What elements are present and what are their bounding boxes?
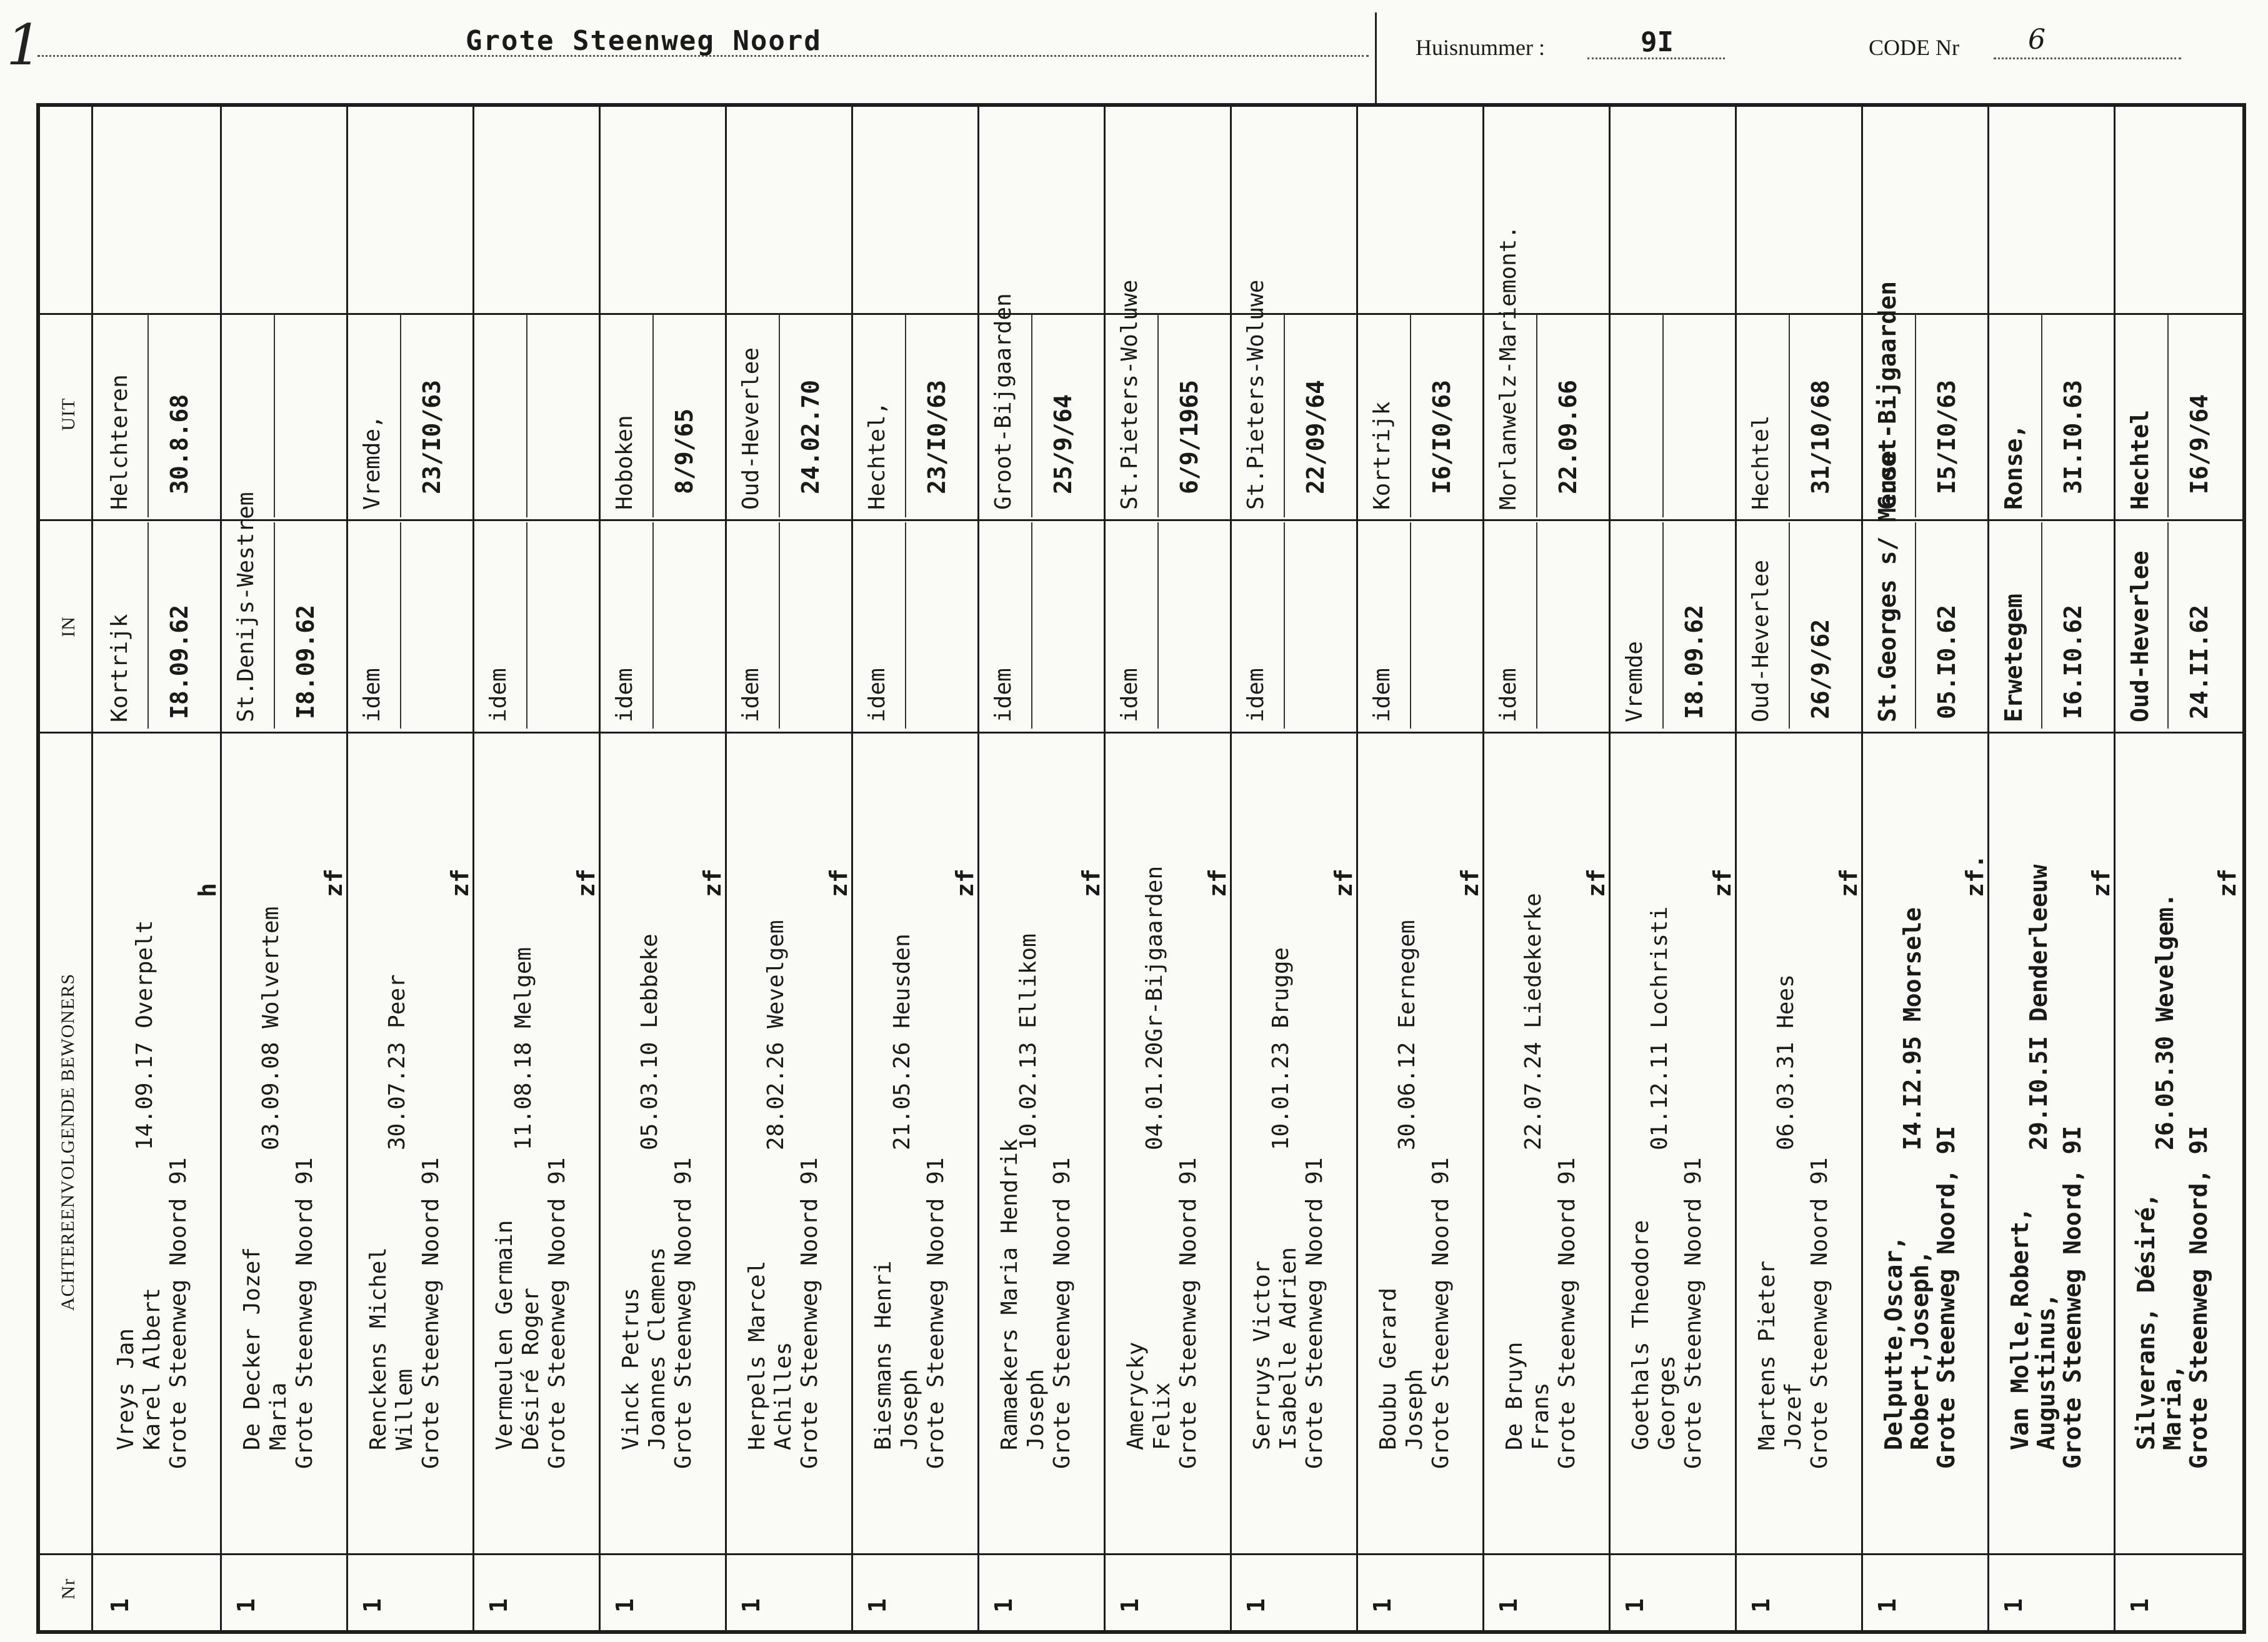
in-date: [1049, 569, 1077, 719]
in-place: Oud-Heverlee: [1748, 559, 1774, 722]
resident-name: De Bruyn: [1502, 1341, 1527, 1450]
resident-code: zf: [2087, 868, 2115, 897]
uit-date: [544, 344, 572, 494]
record-column: [1105, 107, 1231, 1630]
resident-name: Vinck Petrus: [618, 1287, 644, 1450]
resident-code: zf: [1835, 868, 1862, 897]
code-label: CODE Nr: [1869, 35, 1959, 60]
resident-given-names: Achilles: [771, 1341, 796, 1450]
resident-birth-date-place: 29.I0.5I Denderleeuw: [2025, 864, 2052, 1150]
resident-birth-date-place: 01.12.11 Lochristi: [1647, 906, 1672, 1150]
in-date-separator: [526, 522, 527, 729]
uit-date: [292, 344, 319, 494]
resident-given-names: Désiré Roger: [518, 1287, 544, 1450]
in-place: idem: [991, 668, 1016, 722]
uit-date: 30.8.68: [166, 394, 193, 494]
uit-place: Morlanwelz-Mariemont.: [1496, 225, 1521, 510]
in-date-separator: [274, 522, 275, 729]
resident-given-names: Felix: [1149, 1382, 1175, 1450]
in-date-separator: [1284, 522, 1285, 729]
uit-date-separator: [652, 314, 654, 517]
resident-given-names: Joseph: [897, 1368, 922, 1450]
col-header-uit: UIT: [58, 397, 79, 431]
col-header-in: IN: [58, 616, 79, 637]
resident-given-names: Frans: [1528, 1382, 1554, 1450]
record-column: [1484, 107, 1610, 1630]
uit-date-separator: [1789, 314, 1790, 517]
resident-given-names: Willem: [392, 1368, 417, 1450]
uit-date-separator: [905, 314, 906, 517]
col-header-nr: Nr: [58, 1578, 79, 1600]
record-column: [221, 107, 347, 1630]
in-place: Erwetegem: [2000, 594, 2027, 722]
resident-address: Grote Steenweg Noord 91: [923, 1157, 949, 1469]
resident-address: Grote Steenweg Noord, 9I: [2185, 1125, 2212, 1469]
resident-birth-date-place: 05.03.10 Lebbeke: [637, 933, 662, 1150]
uit-place: Helchteren: [107, 374, 132, 510]
record-column: [95, 107, 221, 1630]
resident-given-names: Georges: [1654, 1355, 1680, 1450]
uit-date: 8/9/65: [671, 408, 698, 494]
row-nr: 1: [2000, 1598, 2027, 1613]
resident-name: Biesmans Henri: [871, 1260, 896, 1450]
uit-date-separator: [1031, 314, 1032, 517]
in-date-separator: [400, 522, 401, 729]
resident-name: Boubu Gerard: [1376, 1287, 1401, 1450]
in-date-separator: [905, 522, 906, 729]
row-nr: 1: [359, 1598, 386, 1613]
in-date: I8.09.62: [166, 604, 193, 719]
resident-birth-date-place: 10.02.13 Ellikom: [1016, 933, 1041, 1150]
resident-birth-date-place: 03.09.08 Wolvertem: [258, 906, 284, 1150]
resident-given-names: Robert,Joseph,: [1906, 1250, 1934, 1450]
uit-date: 3I.I0.63: [2059, 379, 2087, 494]
in-date: [418, 569, 446, 719]
resident-name: Vermeulen Germain: [492, 1220, 517, 1450]
resident-address: Grote Steenweg Noord 91: [1681, 1157, 1706, 1469]
resident-name: Ramaekers Maria Hendrik: [997, 1138, 1022, 1450]
huisnummer-value: 9I: [1641, 26, 1674, 58]
resident-name: Van Molle,Robert,: [2006, 1207, 2034, 1450]
resident-name: Goethals Theodore: [1628, 1220, 1654, 1450]
resident-address: Grote Steenweg Noord 91: [1807, 1157, 1832, 1469]
record-column: [1231, 107, 1357, 1630]
resident-name: Delputte,Oscar,: [1880, 1235, 1907, 1450]
in-date-separator: [1915, 522, 1916, 729]
row-nr: 1: [611, 1598, 639, 1613]
record-column: [1736, 107, 1862, 1630]
resident-given-names: Karel Albert: [139, 1287, 165, 1450]
corner-mark: 1: [6, 12, 42, 78]
row-nr: 1: [2126, 1598, 2154, 1613]
uit-date: 22.09.66: [1554, 379, 1582, 494]
resident-code: zf: [1456, 868, 1484, 897]
resident-birth-date-place: 06.03.31 Hees: [1773, 974, 1799, 1150]
record-column: [347, 107, 474, 1630]
uit-place: Ronse,: [2000, 424, 2027, 510]
in-date-separator: [1410, 522, 1411, 729]
uit-date: 6/9/1965: [1176, 379, 1203, 494]
uit-date: 25/9/64: [1049, 394, 1077, 494]
resident-birth-date-place: 28.02.26 Wevelgem: [763, 920, 789, 1150]
resident-code: h: [194, 883, 221, 897]
in-date-separator: [1536, 522, 1537, 729]
uit-place: St.Pieters-Woluwe: [1117, 279, 1142, 510]
uit-place: Groot-Bijgaarden: [1874, 281, 1901, 510]
in-date: [1302, 569, 1329, 719]
uit-place: Hoboken: [612, 415, 637, 510]
resident-code: zf: [446, 868, 474, 897]
in-date: I6.I0.62: [2059, 604, 2087, 719]
uit-date-separator: [2041, 314, 2042, 517]
in-date: [1428, 569, 1456, 719]
resident-address: Grote Steenweg Noord 91: [418, 1157, 444, 1469]
uit-date-separator: [147, 314, 149, 517]
resident-code: zf: [2214, 868, 2241, 897]
resident-birth-date-place: 04.01.20Gr-Bijgaarden: [1142, 865, 1167, 1150]
in-date: [797, 569, 824, 719]
resident-address: Grote Steenweg Noord 91: [1554, 1157, 1580, 1469]
uit-date: I6/I0/63: [1428, 379, 1456, 494]
uit-place: [485, 322, 512, 510]
resident-given-names: Joseph: [1402, 1368, 1427, 1450]
resident-register-table: [36, 103, 2246, 1634]
uit-place: [1621, 322, 1649, 510]
uit-place: Hechtel,: [864, 401, 890, 510]
resident-birth-date-place: 21.05.26 Heusden: [889, 933, 915, 1150]
in-date-separator: [1662, 522, 1664, 729]
resident-birth-date-place: 14.09.17 Overpelt: [132, 920, 157, 1150]
in-date-separator: [1789, 522, 1790, 729]
row-nr: 1: [1242, 1598, 1270, 1613]
uit-date: 22/09/64: [1302, 379, 1329, 494]
in-place: idem: [359, 668, 385, 722]
resident-address: Grote Steenweg Noord, 9I: [2059, 1125, 2086, 1469]
resident-birth-date-place: I4.I2.95 Moorsele: [1899, 907, 1926, 1150]
resident-code: zf: [572, 868, 600, 897]
huisnummer-label: Huisnummer :: [1416, 35, 1545, 60]
resident-name: Vreys Jan: [113, 1328, 139, 1450]
in-date: I8.09.62: [292, 604, 319, 719]
resident-address: Grote Steenweg Noord 91: [166, 1157, 191, 1469]
in-place: Vremde: [1622, 640, 1647, 722]
resident-address: Grote Steenweg Noord 91: [1049, 1157, 1075, 1469]
in-date-separator: [147, 522, 149, 729]
in-place: idem: [738, 668, 764, 722]
resident-name: Herpels Marcel: [744, 1260, 770, 1450]
row-nr: 1: [1495, 1598, 1522, 1613]
page-header: [0, 0, 2268, 103]
uit-place: Hechtel: [2126, 409, 2154, 510]
resident-given-names: Maria: [266, 1382, 291, 1450]
resident-given-names: Joseph: [1023, 1368, 1049, 1450]
resident-address: Grote Steenweg Noord 91: [1428, 1157, 1454, 1469]
record-column: [2115, 107, 2241, 1630]
record-column: [726, 107, 852, 1630]
uit-date: 23/I0/63: [418, 379, 446, 494]
uit-date: 23/I0/63: [923, 379, 951, 494]
resident-address: Grote Steenweg Noord, 9I: [1932, 1125, 1960, 1469]
in-date: [544, 569, 572, 719]
resident-address: Grote Steenweg Noord 91: [544, 1157, 570, 1469]
resident-address: Grote Steenweg Noord 91: [1302, 1157, 1327, 1469]
resident-code: zf: [1077, 868, 1105, 897]
resident-given-names: Jozef: [1781, 1382, 1806, 1450]
resident-birth-date-place: 11.08.18 Melgem: [511, 947, 536, 1150]
resident-code: zf: [951, 868, 979, 897]
in-place: St.Georges s/ Meuse: [1874, 450, 1901, 722]
in-date: [1176, 569, 1203, 719]
record-column: [1862, 107, 1989, 1630]
in-date: [1554, 569, 1582, 719]
in-place: idem: [1243, 668, 1269, 722]
row-nr: 1: [990, 1598, 1017, 1613]
uit-place: [232, 322, 260, 510]
in-place: Kortrijk: [107, 614, 132, 722]
in-place: idem: [1369, 668, 1395, 722]
in-date: I8.09.62: [1681, 604, 1708, 719]
row-nr: 1: [232, 1598, 260, 1613]
uit-date: I5/I0/63: [1933, 379, 1961, 494]
resident-name: Serruys Victor: [1249, 1260, 1275, 1450]
record-column: [852, 107, 979, 1630]
row-nr: 1: [864, 1598, 891, 1613]
in-date: 05.I0.62: [1933, 604, 1961, 719]
in-date: 24.II.62: [2186, 604, 2213, 719]
in-place: idem: [486, 668, 511, 722]
record-column: [474, 107, 600, 1630]
uit-date-separator: [1157, 314, 1159, 517]
resident-given-names: Maria,: [2159, 1364, 2186, 1450]
resident-birth-date-place: 30.06.12 Eernegem: [1394, 920, 1420, 1150]
row-nr: 1: [737, 1598, 765, 1613]
resident-address: Grote Steenweg Noord 91: [292, 1157, 317, 1469]
resident-name: Amerycky: [1123, 1341, 1149, 1450]
resident-address: Grote Steenweg Noord 91: [1176, 1157, 1201, 1469]
row-nr: 1: [1621, 1598, 1649, 1613]
resident-code: zf: [320, 868, 347, 897]
row-nr: 1: [1747, 1598, 1775, 1613]
in-place: idem: [1496, 668, 1521, 722]
resident-birth-date-place: 10.01.23 Brugge: [1268, 947, 1294, 1150]
in-date-separator: [652, 522, 654, 729]
uit-date: I6/9/64: [2186, 394, 2213, 494]
street-name: Grote Steenweg Noord: [466, 25, 822, 57]
uit-date-separator: [400, 314, 401, 517]
resident-given-names: Augustinus,: [2032, 1293, 2060, 1450]
header-divider: [1375, 12, 1377, 103]
uit-place: Vremde,: [359, 415, 385, 510]
record-column: [1989, 107, 2115, 1630]
record-column: [1357, 107, 1484, 1630]
uit-date-separator: [1536, 314, 1537, 517]
in-date-separator: [1031, 522, 1032, 729]
in-place: idem: [864, 668, 890, 722]
resident-birth-date-place: 22.07.24 Liedekerke: [1521, 893, 1546, 1150]
uit-place: Groot-Bijgaarden: [991, 293, 1016, 510]
resident-name: Silverans, Désiré,: [2132, 1193, 2160, 1450]
uit-date-separator: [779, 314, 780, 517]
resident-code: zf.: [1961, 854, 1989, 897]
uit-place: Oud-Heverlee: [738, 347, 764, 510]
in-date-separator: [779, 522, 780, 729]
resident-name: Renckens Michel: [366, 1246, 391, 1450]
record-column: [1610, 107, 1736, 1630]
in-date: 26/9/62: [1807, 619, 1834, 719]
header-band-divider: [91, 107, 93, 1630]
in-place: idem: [1117, 668, 1142, 722]
resident-given-names: Joannes Clemens: [644, 1246, 670, 1450]
resident-given-names: Isabelle Adrien: [1276, 1246, 1301, 1450]
in-date-separator: [2041, 522, 2042, 729]
uit-date-separator: [1662, 314, 1664, 517]
col-header-bewoners: ACHTEREENVOLGENDE BEWONERS: [57, 973, 78, 1311]
uit-date: 31/10/68: [1807, 379, 1834, 494]
in-place: idem: [612, 668, 637, 722]
resident-address: Grote Steenweg Noord 91: [671, 1157, 696, 1469]
uit-date-separator: [274, 314, 275, 517]
record-column: [600, 107, 726, 1630]
record-column: [979, 107, 1105, 1630]
resident-address: Grote Steenweg Noord 91: [797, 1157, 822, 1469]
code-dotted-line: [1994, 57, 2181, 59]
resident-code: zf: [1330, 868, 1357, 897]
uit-date-separator: [1410, 314, 1411, 517]
uit-date-separator: [1284, 314, 1285, 517]
row-nr: 1: [485, 1598, 512, 1613]
resident-birth-date-place: 30.07.23 Peer: [384, 974, 410, 1150]
uit-place: Kortrijk: [1369, 401, 1395, 510]
in-date: [923, 569, 951, 719]
uit-date-separator: [526, 314, 527, 517]
row-nr: 1: [106, 1598, 134, 1613]
in-place: St.Denijs-Westrem: [233, 492, 259, 722]
uit-place: St.Pieters-Woluwe: [1243, 279, 1269, 510]
uit-place: Hechtel: [1748, 415, 1774, 510]
in-date: [671, 569, 698, 719]
in-place: Oud-Heverlee: [2126, 550, 2154, 722]
resident-name: Martens Pieter: [1754, 1260, 1780, 1450]
row-nr: 1: [1369, 1598, 1396, 1613]
in-date-separator: [2167, 522, 2169, 729]
uit-date: 24.02.70: [797, 379, 824, 494]
resident-code: zf: [699, 868, 726, 897]
uit-date: [1681, 344, 1708, 494]
resident-code: zf: [1709, 868, 1736, 897]
in-date-separator: [1157, 522, 1159, 729]
uit-date-separator: [2167, 314, 2169, 517]
resident-code: zf: [1582, 868, 1610, 897]
resident-code: zf: [825, 868, 852, 897]
resident-birth-date-place: 26.05.30 Wevelgem.: [2151, 893, 2179, 1150]
code-value: 6: [2028, 24, 2046, 56]
resident-code: zf: [1204, 868, 1231, 897]
uit-date-separator: [1915, 314, 1916, 517]
row-nr: 1: [1874, 1598, 1901, 1613]
resident-name: De Decker Jozef: [239, 1246, 265, 1450]
row-nr: 1: [1116, 1598, 1144, 1613]
